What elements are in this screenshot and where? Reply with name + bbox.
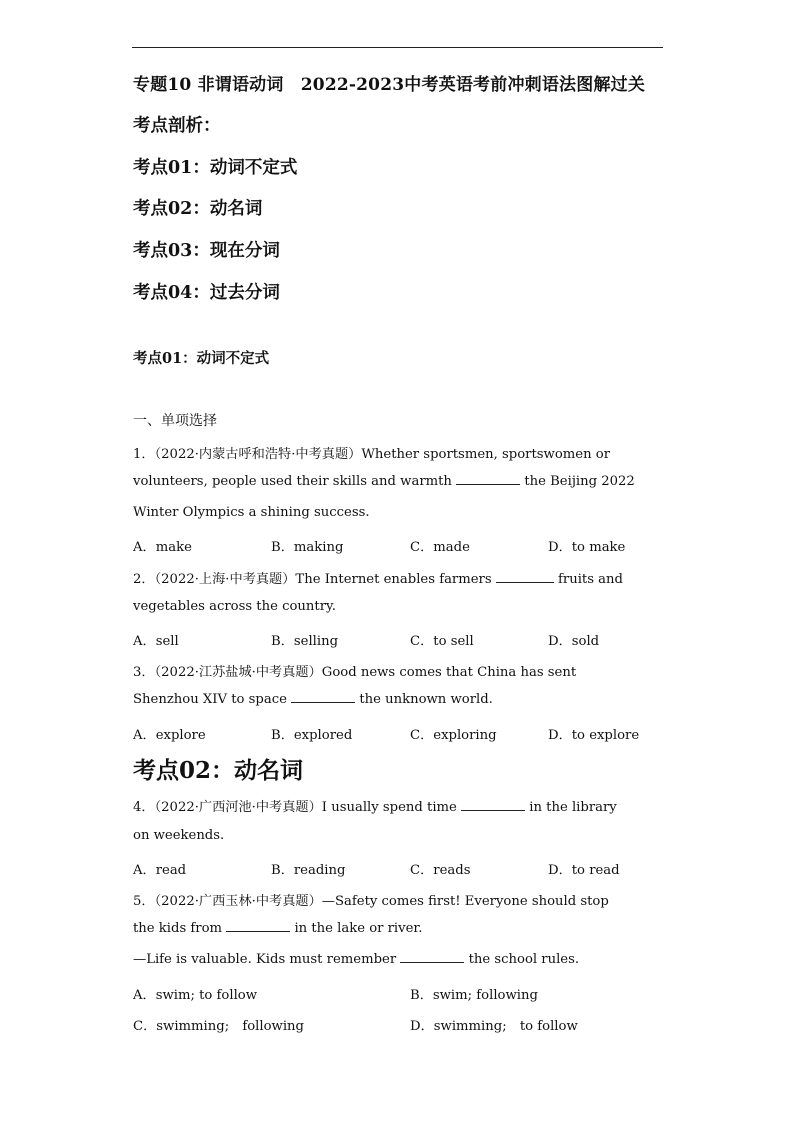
question-5-line: 5．（2022·广西玉林·中考真题）—Safety comes first! Everyone should stop xyxy=(133,894,609,909)
question-text: 4．（2022·广西河池·中考真题）I usually spend time xyxy=(133,800,457,815)
option-d: D．to explore xyxy=(548,728,640,743)
outline-item: 考点02：动名词 xyxy=(133,199,263,219)
answer-blank xyxy=(400,952,464,963)
question-text: —Life is valuable. Kids must remember xyxy=(133,952,397,967)
option-d: D．to make xyxy=(548,540,626,555)
question-text: the school rules. xyxy=(468,952,580,967)
option-b: B．making xyxy=(271,540,344,555)
question-text: the Beijing 2022 xyxy=(524,474,635,489)
outline-item: 考点01：动词不定式 xyxy=(133,158,298,178)
question-3-line xyxy=(133,692,493,707)
option-c: C．made xyxy=(410,540,470,555)
option-d: D．swimming; to follow xyxy=(410,1019,578,1034)
question-3-line: 3．（2022·江苏盐城·中考真题）Good news comes that China has sent xyxy=(133,665,577,680)
answer-blank xyxy=(291,692,355,703)
question-text: Shenzhou XIV to space xyxy=(133,692,287,707)
answer-blank xyxy=(461,800,525,811)
option-a: A．sell xyxy=(133,634,179,649)
question-4-line xyxy=(133,796,617,815)
question-5-line xyxy=(133,921,422,936)
question-text: 2．（2022·上海·中考真题）The Internet enables farmers xyxy=(133,572,492,587)
option-d: D．sold xyxy=(548,634,600,649)
option-b: B．explored xyxy=(271,728,353,743)
question-1-line: Winter Olympics a shining success. xyxy=(133,505,370,520)
answer-blank xyxy=(456,474,520,485)
question-5-line xyxy=(133,952,579,967)
question-text: the unknown world. xyxy=(359,692,493,707)
page-title: 专题10 非谓语动词 2022-2023中考英语考前冲刺语法图解过关 xyxy=(133,75,646,95)
question-text: in the lake or river. xyxy=(294,921,423,936)
option-b: B．swim; following xyxy=(410,988,538,1003)
option-c: C．swimming; following xyxy=(133,1019,304,1034)
section-heading: 考点01：动词不定式 xyxy=(133,350,270,367)
option-d: D．to read xyxy=(548,863,620,878)
option-a: A．swim; to follow xyxy=(133,988,258,1003)
option-b: B．reading xyxy=(271,863,346,878)
option-a: A．read xyxy=(133,863,187,878)
part-heading: 一、单项选择 xyxy=(133,413,217,429)
question-text: in the library xyxy=(529,800,617,815)
option-c: C．to sell xyxy=(410,634,474,649)
question-text: the kids from xyxy=(133,921,223,936)
outline-item: 考点03：现在分词 xyxy=(133,241,280,261)
outline-item: 考点04：过去分词 xyxy=(133,283,280,303)
option-c: C．exploring xyxy=(410,728,497,743)
question-2-line xyxy=(133,568,623,587)
option-a: A．make xyxy=(133,540,192,555)
question-1-line: 1．（2022·内蒙古呼和浩特·中考真题）Whether sportsmen, sportswomen or xyxy=(133,447,610,462)
section-heading: 考点02：动名词 xyxy=(133,757,304,784)
question-2-line: vegetables across the country. xyxy=(133,599,336,614)
question-1-line xyxy=(133,474,635,489)
option-c: C．reads xyxy=(410,863,471,878)
answer-blank xyxy=(226,921,290,932)
question-4-line: on weekends. xyxy=(133,828,225,843)
option-a: A．explore xyxy=(133,728,206,743)
header-rule xyxy=(132,47,663,48)
question-text: fruits and xyxy=(558,572,623,587)
analysis-heading: 考点剖析： xyxy=(133,116,221,136)
question-text: volunteers, people used their skills and warmth xyxy=(133,474,452,489)
option-b: B．selling xyxy=(271,634,339,649)
answer-blank xyxy=(496,572,554,583)
